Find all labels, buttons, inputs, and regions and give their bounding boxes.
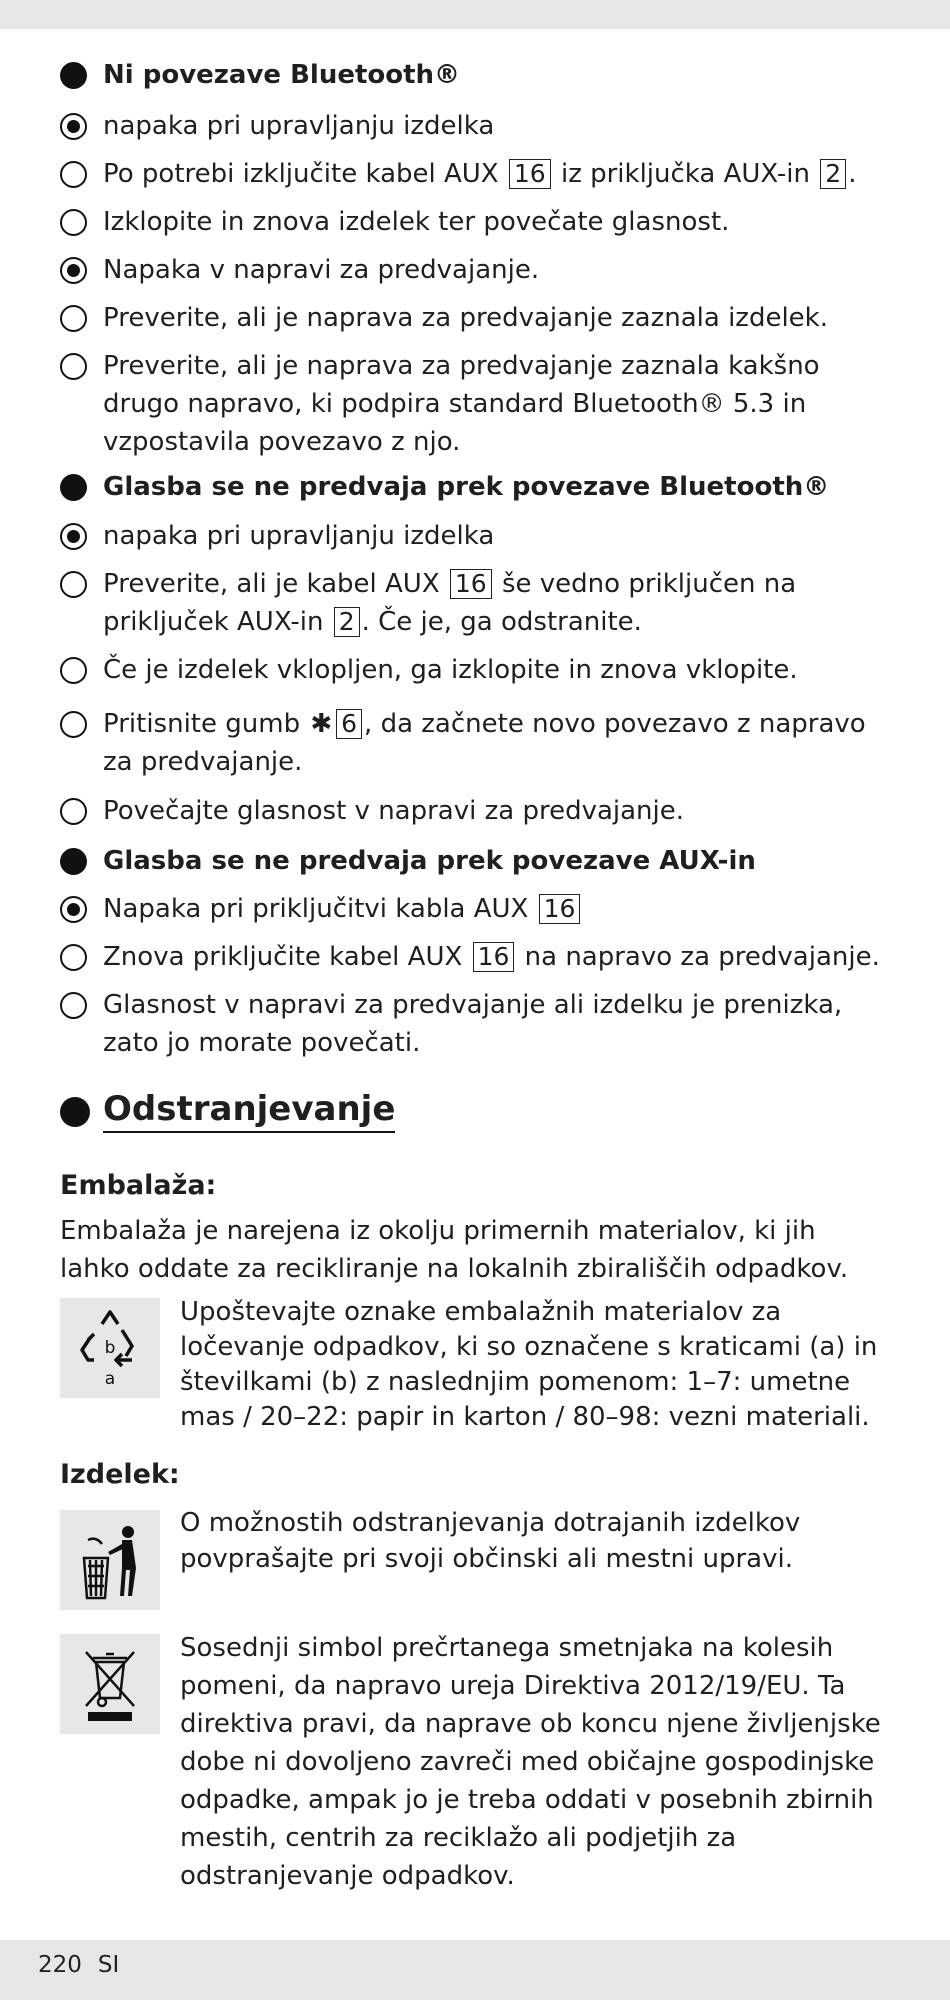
ring-bullet-icon [60,571,87,598]
bullet-text: Po potrebi izključite kabel AUX 16 iz priključka AUX-in 2 . [103,159,857,189]
svg-text:a: a [104,1369,116,1389]
bluetooth-icon: ✱ [310,709,333,739]
packaging-text: Embalaža je narejena iz okolju primernih materialov, ki jih lahko oddate za recikliranje na lokalnih zbirališčih odpadkov. [60,1216,849,1284]
bullet-text: Glasba se ne predvaja prek povezave AUX-in [103,846,756,876]
ring-bullet-icon [60,711,87,738]
bullet-text: napaka pri upravljanju izdelka [103,521,495,551]
ring-bullet-icon [60,798,87,825]
reference-number: 16 [539,894,581,924]
ring-bullet-icon [60,353,87,380]
ring-bullet-icon [60,209,87,236]
filled-bullet-icon [60,848,87,875]
bullet-text: Ni povezave Bluetooth® [103,60,461,90]
radio-dot-bullet-icon [60,257,87,284]
section-heading: Odstranjevanje [103,1087,395,1133]
ring-bullet-icon [60,657,87,684]
reference-number: 2 [334,607,360,637]
bullet-text: napaka pri upravljanju izdelka [103,111,495,141]
page-number: 220 [38,1952,82,1978]
bullet-text: Preverite, ali je kabel AUX 16 še vedno priključen na priključek AUX-in 2 . Če je, ga odstranite. [103,569,797,637]
crossed-out-wheelie-bin-icon [60,1634,160,1734]
top-margin-bar [0,0,950,29]
ring-bullet-icon [60,944,87,971]
ring-bullet-icon [60,305,87,332]
packaging-title: Embalaža: [60,1170,217,1201]
footer-bar [0,1940,950,2000]
reference-number: 16 [509,159,551,189]
radio-dot-bullet-icon [60,113,87,140]
bullet-text: Izklopite in znova izdelek ter povečate glasnost. [103,207,730,237]
svg-text:b: b [104,1338,116,1358]
recycle-text: Upoštevajte oznake embalažnih materialov za ločevanje odpadkov, ki so označene s kraticami (a) in številkami (b) z naslednjim pomenom: 1–7: umetne mas / 20–22: papir in karton / 80–98: vezni materiali. [180,1297,878,1432]
filled-bullet-icon [60,1097,90,1127]
bullet-text: Napaka v napravi za predvajanje. [103,255,540,285]
bullet-text: Pritisnite gumb ✱ 6 , da začnete novo povezavo z napravo za predvajanje. [103,705,903,781]
language-code: SI [97,1952,120,1978]
bullet-text: Preverite, ali je naprava za predvajanje zaznala izdelek. [103,303,828,333]
bullet-text: Če je izdelek vklopljen, ga izklopite in znova vklopite. [103,655,798,685]
person-throwing-in-bin-icon [60,1510,160,1610]
ring-bullet-icon [60,161,87,188]
bullet-text: Znova priključite kabel AUX 16 na napravo za predvajanje. [103,942,880,972]
footer [38,1952,135,1978]
radio-dot-bullet-icon [60,896,87,923]
reference-number: 16 [450,569,492,599]
reference-number: 16 [473,942,515,972]
product-title: Izdelek: [60,1459,180,1490]
bullet-text: Povečajte glasnost v napravi za predvajanje. [103,796,685,826]
weee-text: Sosednji simbol prečrtanega smetnjaka na kolesih pomeni, da napravo ureja Direktiva 2012/19/EU. Ta direktiva pravi, da naprave ob koncu njene življenjske dobe ni dovoljeno zavreči med običajne gospodinjske odpadke, ampak jo je treba oddati v posebnih zbirnih mestih, centrih za reciklažo ali podjetjih za odstranjevanje odpadkov. [180,1633,881,1891]
filled-bullet-icon [60,62,87,89]
reference-number: 2 [820,159,846,189]
bullet-text: Preverite, ali je naprava za predvajanje zaznala kakšno drugo napravo, ki podpira standard Bluetooth® 5.3 in vzpostavila povezavo z njo. [103,351,820,457]
bin-text: O možnostih odstranjevanja dotrajanih izdelkov povprašajte pri svoji občinski ali mestni upravi. [180,1508,801,1574]
radio-dot-bullet-icon [60,523,87,550]
bullet-text: Napaka pri priključitvi kabla AUX 16 [103,890,903,928]
ring-bullet-icon [60,992,87,1019]
bullet-text: Glasba se ne predvaja prek povezave Bluetooth® [103,472,830,502]
bullet-text: Glasnost v napravi za predvajanje ali izdelku je prenizka, zato jo morate povečati. [103,990,843,1058]
filled-bullet-icon [60,474,87,501]
recycling-symbol-icon [60,1298,160,1398]
reference-number: 6 [336,709,362,739]
